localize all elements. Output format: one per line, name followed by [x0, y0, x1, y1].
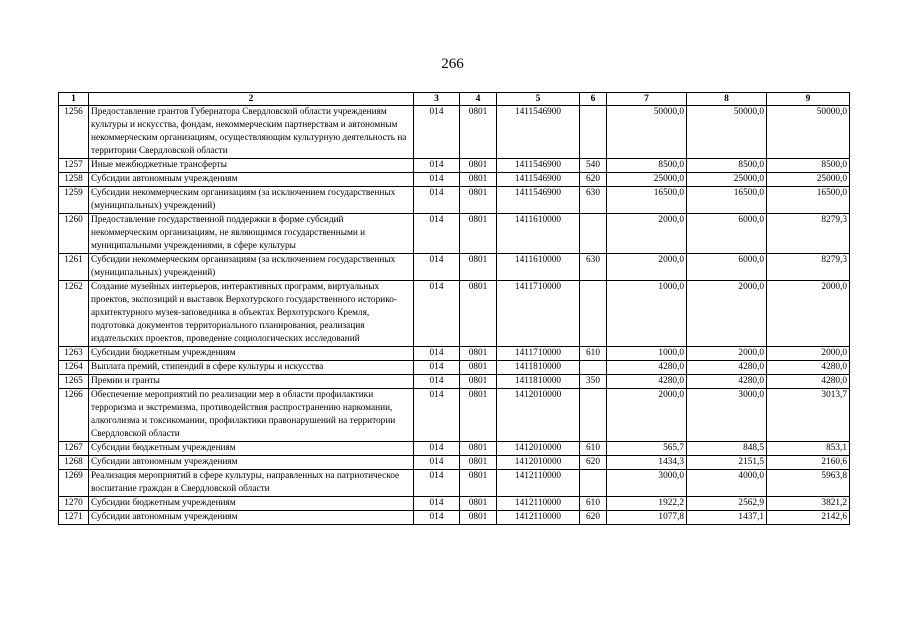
row-number: 1267 — [59, 442, 89, 456]
row-amount-year3: 4280,0 — [767, 361, 850, 375]
table-row — [59, 511, 850, 525]
col-header: 3 — [414, 93, 460, 106]
row-name: Предоставление грантов Губернатора Свердловской области учреждениям культуры и искусства, фондам, некоммерческим партнерствам и автономным некоммерческим организациям, осуществляющим культурную деятельность на территории Свердловской области — [89, 106, 414, 159]
row-section-code: 0801 — [460, 173, 497, 187]
row-section-code: 0801 — [460, 389, 497, 442]
row-section-code: 0801 — [460, 347, 497, 361]
row-amount-year1: 4280,0 — [607, 375, 687, 389]
col-header: 6 — [580, 93, 607, 106]
row-name: Субсидии автономным учреждениям — [89, 511, 414, 525]
row-expense-code: 610 — [580, 442, 607, 456]
row-target-code: 1412110000 — [497, 497, 580, 511]
row-target-code: 1411610000 — [497, 254, 580, 281]
table-row — [59, 456, 850, 470]
row-section-code: 0801 — [460, 497, 497, 511]
table-row — [59, 347, 850, 361]
row-ministry-code: 014 — [414, 456, 460, 470]
row-ministry-code: 014 — [414, 470, 460, 497]
row-amount-year3: 8279,3 — [767, 214, 850, 254]
row-ministry-code: 014 — [414, 106, 460, 159]
table-row — [59, 187, 850, 214]
row-target-code: 1412010000 — [497, 442, 580, 456]
row-ministry-code: 014 — [414, 442, 460, 456]
row-section-code: 0801 — [460, 254, 497, 281]
row-target-code: 1411546900 — [497, 173, 580, 187]
row-amount-year2: 4280,0 — [687, 375, 767, 389]
row-ministry-code: 014 — [414, 347, 460, 361]
row-ministry-code: 014 — [414, 497, 460, 511]
row-amount-year2: 2000,0 — [687, 347, 767, 361]
row-amount-year2: 1437,1 — [687, 511, 767, 525]
row-amount-year3: 5963,8 — [767, 470, 850, 497]
row-ministry-code: 014 — [414, 281, 460, 347]
row-expense-code — [580, 470, 607, 497]
row-amount-year2: 16500,0 — [687, 187, 767, 214]
row-expense-code — [580, 281, 607, 347]
row-ministry-code: 014 — [414, 389, 460, 442]
row-name: Субсидии автономным учреждениям — [89, 173, 414, 187]
row-expense-code: 610 — [580, 497, 607, 511]
row-amount-year3: 4280,0 — [767, 375, 850, 389]
row-amount-year3: 2160,6 — [767, 456, 850, 470]
row-target-code: 1411710000 — [497, 281, 580, 347]
row-number: 1261 — [59, 254, 89, 281]
col-header: 1 — [59, 93, 89, 106]
row-amount-year1: 1434,3 — [607, 456, 687, 470]
row-target-code: 1411610000 — [497, 214, 580, 254]
row-target-code: 1411546900 — [497, 187, 580, 214]
row-name: Премии и гранты — [89, 375, 414, 389]
row-amount-year3: 3821,2 — [767, 497, 850, 511]
row-amount-year3: 50000,0 — [767, 106, 850, 159]
row-target-code: 1411810000 — [497, 375, 580, 389]
row-amount-year1: 1000,0 — [607, 281, 687, 347]
row-number: 1256 — [59, 106, 89, 159]
row-amount-year1: 565,7 — [607, 442, 687, 456]
row-number: 1259 — [59, 187, 89, 214]
row-name: Иные межбюджетные трансферты — [89, 159, 414, 173]
row-expense-code: 630 — [580, 187, 607, 214]
row-name: Субсидии автономным учреждениям — [89, 456, 414, 470]
row-amount-year1: 8500,0 — [607, 159, 687, 173]
row-name: Субсидии бюджетным учреждениям — [89, 347, 414, 361]
row-amount-year2: 6000,0 — [687, 214, 767, 254]
row-section-code: 0801 — [460, 281, 497, 347]
row-section-code: 0801 — [460, 159, 497, 173]
table-row — [59, 173, 850, 187]
row-amount-year2: 6000,0 — [687, 254, 767, 281]
row-name: Создание музейных интерьеров, интерактивных программ, виртуальных проектов, экспозиций и выставок Верхотурского государственного историко-архитектурного музея-заповедника в объектах Верхотурского Кремля, подготовка документов территориального планирования, реализация издательских проектов, проведение социологических исследований — [89, 281, 414, 347]
row-amount-year3: 8500,0 — [767, 159, 850, 173]
row-expense-code: 350 — [580, 375, 607, 389]
row-expense-code: 620 — [580, 456, 607, 470]
row-target-code: 1411546900 — [497, 159, 580, 173]
row-target-code: 1412010000 — [497, 389, 580, 442]
row-name: Реализация мероприятий в сфере культуры, направленных на патриотическое воспитание граждан в Свердловской области — [89, 470, 414, 497]
row-number: 1266 — [59, 389, 89, 442]
table-row — [59, 470, 850, 497]
row-amount-year2: 2000,0 — [687, 281, 767, 347]
budget-table — [58, 92, 850, 525]
table-row — [59, 375, 850, 389]
table-row — [59, 214, 850, 254]
row-amount-year1: 2000,0 — [607, 389, 687, 442]
row-number: 1258 — [59, 173, 89, 187]
row-number: 1271 — [59, 511, 89, 525]
row-expense-code: 620 — [580, 511, 607, 525]
row-amount-year2: 50000,0 — [687, 106, 767, 159]
row-amount-year1: 1077,8 — [607, 511, 687, 525]
row-section-code: 0801 — [460, 511, 497, 525]
row-number: 1265 — [59, 375, 89, 389]
row-number: 1269 — [59, 470, 89, 497]
row-name: Предоставление государственной поддержки в форме субсидий некоммерческим организациям, не являющимся государственными и муниципальными учреждениями, в сфере культуры — [89, 214, 414, 254]
row-section-code: 0801 — [460, 470, 497, 497]
row-amount-year3: 8279,3 — [767, 254, 850, 281]
row-name: Субсидии некоммерческим организациям (за исключением государственных (муниципальных) учреждений) — [89, 187, 414, 214]
row-ministry-code: 014 — [414, 375, 460, 389]
row-amount-year3: 2000,0 — [767, 347, 850, 361]
row-ministry-code: 014 — [414, 187, 460, 214]
row-amount-year1: 1922,2 — [607, 497, 687, 511]
row-expense-code: 630 — [580, 254, 607, 281]
row-ministry-code: 014 — [414, 511, 460, 525]
row-section-code: 0801 — [460, 442, 497, 456]
row-amount-year3: 2142,6 — [767, 511, 850, 525]
row-expense-code: 540 — [580, 159, 607, 173]
row-expense-code: 620 — [580, 173, 607, 187]
row-amount-year2: 2562,9 — [687, 497, 767, 511]
table-row — [59, 281, 850, 347]
row-amount-year1: 50000,0 — [607, 106, 687, 159]
table-row — [59, 442, 850, 456]
row-name: Субсидии бюджетным учреждениям — [89, 497, 414, 511]
row-section-code: 0801 — [460, 456, 497, 470]
row-amount-year3: 3013,7 — [767, 389, 850, 442]
row-amount-year1: 4280,0 — [607, 361, 687, 375]
col-header: 2 — [89, 93, 414, 106]
table-row — [59, 389, 850, 442]
row-section-code: 0801 — [460, 361, 497, 375]
row-number: 1257 — [59, 159, 89, 173]
row-expense-code — [580, 106, 607, 159]
row-amount-year3: 853,1 — [767, 442, 850, 456]
table-row — [59, 106, 850, 159]
row-expense-code — [580, 361, 607, 375]
row-number: 1270 — [59, 497, 89, 511]
row-amount-year2: 4280,0 — [687, 361, 767, 375]
row-ministry-code: 014 — [414, 173, 460, 187]
row-amount-year2: 8500,0 — [687, 159, 767, 173]
row-target-code: 1412010000 — [497, 456, 580, 470]
row-amount-year2: 4000,0 — [687, 470, 767, 497]
row-expense-code — [580, 214, 607, 254]
row-target-code: 1412110000 — [497, 470, 580, 497]
row-number: 1262 — [59, 281, 89, 347]
row-target-code: 1411810000 — [497, 361, 580, 375]
row-expense-code: 610 — [580, 347, 607, 361]
row-amount-year2: 848,5 — [687, 442, 767, 456]
row-amount-year3: 2000,0 — [767, 281, 850, 347]
row-amount-year1: 16500,0 — [607, 187, 687, 214]
table-row — [59, 254, 850, 281]
row-amount-year2: 3000,0 — [687, 389, 767, 442]
row-ministry-code: 014 — [414, 159, 460, 173]
table-row — [59, 497, 850, 511]
row-amount-year1: 25000,0 — [607, 173, 687, 187]
row-amount-year3: 25000,0 — [767, 173, 850, 187]
row-amount-year2: 25000,0 — [687, 173, 767, 187]
table-row — [59, 159, 850, 173]
col-header: 8 — [687, 93, 767, 106]
row-expense-code — [580, 389, 607, 442]
table-row — [59, 361, 850, 375]
header-row — [59, 93, 850, 106]
row-ministry-code: 014 — [414, 361, 460, 375]
col-header: 7 — [607, 93, 687, 106]
row-target-code: 1412110000 — [497, 511, 580, 525]
row-name: Субсидии бюджетным учреждениям — [89, 442, 414, 456]
col-header: 9 — [767, 93, 850, 106]
row-target-code: 1411710000 — [497, 347, 580, 361]
row-number: 1263 — [59, 347, 89, 361]
row-amount-year1: 2000,0 — [607, 214, 687, 254]
row-target-code: 1411546900 — [497, 106, 580, 159]
row-name: Выплата премий, стипендий в сфере культуры и искусства — [89, 361, 414, 375]
row-amount-year1: 3000,0 — [607, 470, 687, 497]
row-amount-year3: 16500,0 — [767, 187, 850, 214]
row-amount-year1: 1000,0 — [607, 347, 687, 361]
col-header: 4 — [460, 93, 497, 106]
row-ministry-code: 014 — [414, 214, 460, 254]
row-number: 1260 — [59, 214, 89, 254]
row-number: 1268 — [59, 456, 89, 470]
row-ministry-code: 014 — [414, 254, 460, 281]
row-section-code: 0801 — [460, 106, 497, 159]
row-amount-year2: 2151,5 — [687, 456, 767, 470]
row-name: Обеспечение мероприятий по реализации мер в области профилактики терроризма и экстремизма, противодействия распространению наркомании, алкоголизма и токсикомании, профилактики правонарушений на территории Свердловской области — [89, 389, 414, 442]
row-section-code: 0801 — [460, 214, 497, 254]
col-header: 5 — [497, 93, 580, 106]
row-section-code: 0801 — [460, 187, 497, 214]
row-section-code: 0801 — [460, 375, 497, 389]
row-amount-year1: 2000,0 — [607, 254, 687, 281]
row-number: 1264 — [59, 361, 89, 375]
row-name: Субсидии некоммерческим организациям (за исключением государственных (муниципальных) учреждений) — [89, 254, 414, 281]
page-number: 266 — [441, 56, 464, 72]
